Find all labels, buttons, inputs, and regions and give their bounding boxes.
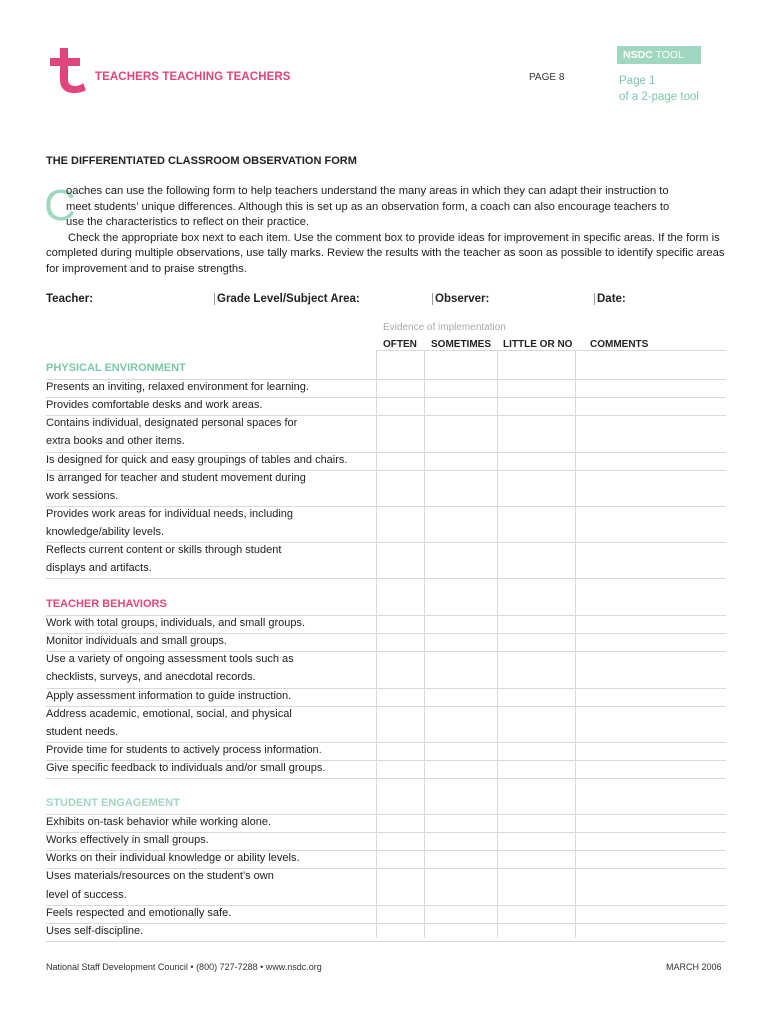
checklist-item: Provide time for students to actively process information. [46,743,322,756]
checklist-item: work sessions. [46,489,119,502]
intro-text [44,181,726,278]
section-title-teacher: TEACHER BEHAVIORS [46,598,167,610]
checklist-item: Uses self-discipline. [46,924,144,937]
checklist-item: extra books and other items. [46,435,185,448]
intro-paragraph-2: Check the appropriate box next to each item. Use the comment box to provide ideas for improvement in specific areas. If the form is completed during multiple observations, use tally marks. Review the results with the teacher as soon as possible to identify specific areas for improvement and to praise strengths. [46,231,725,275]
checklist-item: Is arranged for teacher and student movement during [46,471,306,484]
checklist-item: displays and artifacts. [46,562,152,575]
checklist-item: Works on their individual knowledge or ability levels. [46,852,300,865]
checklist-item: Exhibits on-task behavior while working alone. [46,816,272,829]
checklist-item: Use a variety of ongoing assessment tools such as [46,653,294,666]
checklist-item: Works effectively in small groups. [46,834,209,847]
tool-badge-label: TOOL [652,49,684,61]
logo-number: 3 [75,70,82,82]
tool-badge-org: NSDC [623,49,653,61]
evidence-label: Evidence of implementation [383,322,506,333]
checklist-item: student needs. [46,725,119,738]
checklist-item: Reflects current content or skills through student [46,544,282,556]
grade-field[interactable]: Grade Level/Subject Area: [214,293,360,305]
checklist-item: Uses materials/resources on the student’s own [46,870,274,883]
checklist-item: Feels respected and emotionally safe. [46,906,232,919]
col-sometimes: SOMETIMES [431,339,492,350]
page-of-line1: Page 1 [619,75,656,87]
grid-line [46,941,726,942]
teacher-field[interactable]: Teacher: [46,293,94,305]
checklist-item: Apply assessment information to guide instruction. [46,689,292,702]
form-fields-row [46,293,726,309]
brand-title: TEACHERS TEACHING TEACHERS [95,71,291,83]
checklist-item: Work with total groups, individuals, and small groups. [46,617,306,630]
t3-logo [46,46,92,94]
checklist-item: Provides work areas for individual needs, including [46,507,294,520]
intro-line-1: oaches can use the following form to help teachers understand the many areas in which they can adapt their instruction to [66,185,669,197]
checklist-item: Address academic, emotional, social, and physical [46,707,292,720]
intro-line-2: meet students’ unique differences. Although this is set up as an observation form, a coach can also encourage teachers to [66,200,670,213]
page-number: PAGE 8 [529,72,565,83]
col-little-or-no: LITTLE OR NO [503,339,573,350]
footer-date: MARCH 2006 [666,962,722,972]
observer-field[interactable]: Observer: [432,293,489,305]
date-field[interactable]: Date: [594,293,626,305]
col-often: OFTEN [383,339,417,350]
grid-line [46,778,726,779]
checklist-item: level of success. [46,888,127,901]
form-title: THE DIFFERENTIATED CLASSROOM OBSERVATION FORM [46,155,357,167]
checklist-item: Monitor individuals and small groups. [46,635,227,648]
section-title-student: STUDENT ENGAGEMENT [46,797,180,809]
dropcap-letter: C [44,181,76,230]
tool-badge [617,46,701,64]
grid-line [46,578,726,579]
page-of-line2: of a 2-page tool [619,91,699,103]
col-comments: COMMENTS [590,339,649,350]
checklist-item: checklists, surveys, and anecdotal records. [46,671,256,684]
checklist-item: Give specific feedback to individuals and/or small groups. [46,761,326,774]
intro-line-3: use the characteristics to reflect on their practice. [66,216,310,229]
footer-contact: National Staff Development Council • (800) 727-7288 • www.nsdc.org [46,962,322,972]
grid-line [376,350,726,351]
page-of-indicator [619,73,699,105]
checklist-item: knowledge/ability levels. [46,525,165,538]
checklist-item: Contains individual, designated personal spaces for [46,417,298,430]
checklist-item: Presents an inviting, relaxed environment for learning. [46,381,309,394]
checklist-item: Is designed for quick and easy groupings of tables and chairs. [46,453,348,466]
section-title-physical: PHYSICAL ENVIRONMENT [46,362,186,374]
checklist-item: Provides comfortable desks and work areas. [46,399,263,412]
grid-line [46,923,726,924]
